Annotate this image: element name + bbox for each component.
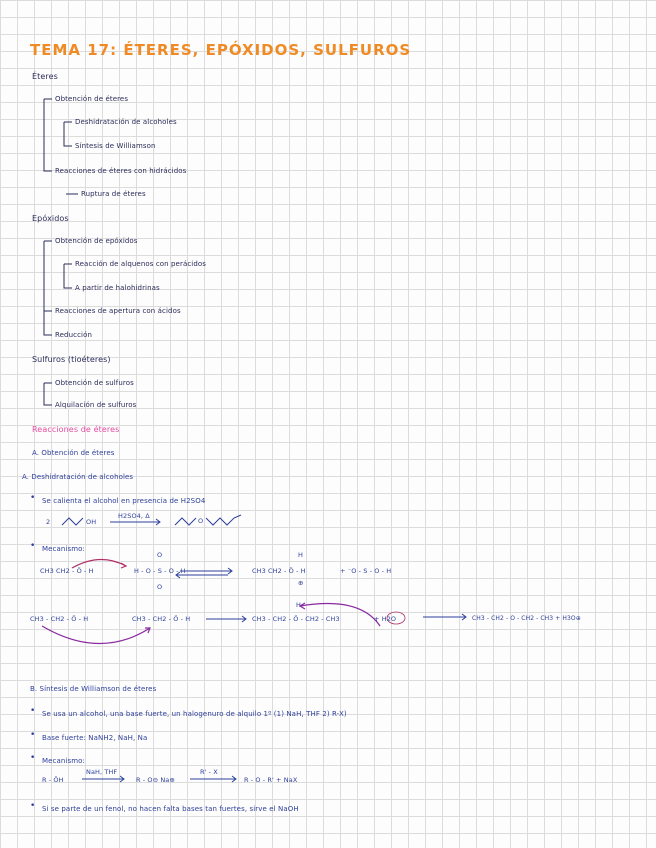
chem-text: CH3 - CH2 - O - CH2 - CH3 + H3O⊕ [472,615,581,622]
eq-condition: NaH, THF [86,768,118,776]
note-text: Se usa un alcohol, una base fuerte, un halogenuro de alquilo 1º (1) NaH, THF 2) R-X) [42,710,347,718]
bullet: • [30,493,36,503]
section-reacciones: Reacciones de éteres [32,425,120,434]
subsection-deshidratacion: A. Deshidratación de alcoholes [22,473,134,481]
eq-condition: R' - X [200,768,218,776]
outline-item: Obtención de epóxidos [55,237,138,245]
outline-item: Síntesis de Williamson [75,142,156,150]
eq-coefficient: 2 [46,518,51,526]
chem-text: CH3 - CH2 - Ö - H [132,615,191,623]
chem-text: + ⁻O - S - O - H [340,567,392,575]
eq-product-o: O [198,517,204,525]
subsection-williamson: B. Síntesis de Williamson de éteres [30,685,157,693]
chem-text: CH3 CH2 - Ö - H [40,567,94,575]
chem-text: H - O - S - O - H [134,567,186,575]
chem-text: + H2O [374,615,397,623]
section-sulfuros: Sulfuros (tioéteres) [32,355,111,364]
chem-text: CH3 - CH2 - Ö - CH2 - CH3 [252,615,340,623]
outline-item: Obtención de éteres [55,95,129,103]
outline-item: Deshidratación de alcoholes [75,118,177,126]
chem-text: CH3 - CH2 - Ö - H [30,615,89,623]
section-epoxidos: Epóxidos [32,214,69,223]
mechanism-label: Mecanismo: [42,545,85,553]
chem-text: R - O⊖ Na⊕ [136,776,175,784]
outline-item: Reacción de alquenos con perácidos [75,260,206,268]
outline-item: Obtención de sulfuros [55,379,134,387]
mechanism-label: Mecanismo: [42,757,85,765]
note-text: Base fuerte: NaNH2, NaH, Na [42,734,148,742]
outline-item: Reacciones de éteres con hidrácidos [55,167,187,175]
subsection-obtencion: A. Obtención de éteres [32,449,115,457]
chem-text: ⊕ [298,579,304,587]
eq-oh: OH [86,518,97,526]
bullet: • [30,706,36,716]
note-text: Se calienta el alcohol en presencia de H2SO4 [42,497,206,505]
chem-text: O [157,551,163,559]
outline-item: Reducción [55,331,92,339]
bullet: • [30,730,36,740]
chem-text: CH3 CH2 - Ö - H [252,567,306,575]
outline-item: Alquilación de sulfuros [55,401,137,409]
bullet: • [30,753,36,763]
outline-item: A partir de halohidrinas [75,284,160,292]
chem-text: R - O - R' + NaX [244,776,298,784]
chem-text: H [296,601,301,609]
bullet: • [30,801,36,811]
section-eteres: Éteres [32,72,58,81]
eq-condition: H2SO4, Δ [118,512,150,520]
outline-item: Reacciones de apertura con ácidos [55,307,181,315]
bullet: • [30,541,36,551]
page-title: TEMA 17: ÉTERES, EPÓXIDOS, SULFUROS [30,41,412,59]
chem-text: H [298,551,303,559]
outline-item: Ruptura de éteres [81,190,146,198]
chem-text: R - ÖH [42,776,64,784]
note-text: Si se parte de un fenol, no hacen falta bases tan fuertes, sirve el NaOH [42,805,299,813]
chem-text: O [157,583,163,591]
